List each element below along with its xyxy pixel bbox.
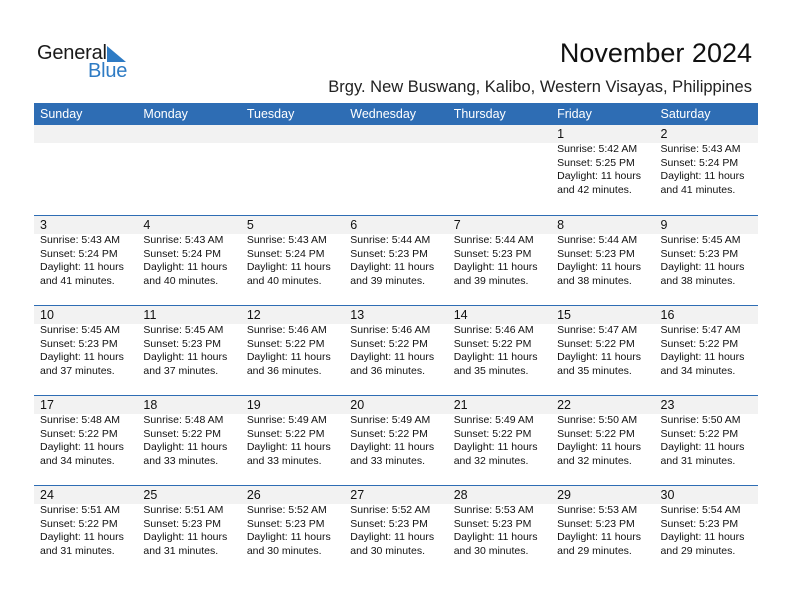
daylight-text: Daylight: 11 hours xyxy=(143,531,228,544)
day-cell xyxy=(551,125,654,197)
sunset-text: Sunset: 5:24 PM xyxy=(143,247,222,260)
weekday-tuesday: Tuesday xyxy=(246,107,295,121)
sunrise-text: Sunrise: 5:48 AM xyxy=(143,414,224,426)
daylight-text: Daylight: 11 hours xyxy=(350,261,435,274)
sunset-text: Sunset: 5:23 PM xyxy=(350,517,428,530)
day-cell xyxy=(241,396,344,468)
day-cell xyxy=(655,216,758,288)
day-cell xyxy=(241,306,344,378)
daylight-text: Daylight: 11 hours xyxy=(660,170,745,183)
day-number xyxy=(454,125,551,143)
daylight-minutes-text: and 41 minutes. xyxy=(660,183,736,196)
day-number: 3 xyxy=(40,218,47,232)
daylight-minutes-text: and 41 minutes. xyxy=(40,274,115,287)
sunset-text: Sunset: 5:24 PM xyxy=(40,247,118,260)
sunset-text: Sunset: 5:22 PM xyxy=(453,337,532,350)
day-number: 4 xyxy=(143,218,151,232)
daylight-text: Daylight: 11 hours xyxy=(660,261,745,274)
sunrise-text: Sunrise: 5:51 AM xyxy=(40,504,120,516)
day-cell xyxy=(448,486,551,558)
daylight-text: Daylight: 11 hours xyxy=(40,351,124,364)
day-cell xyxy=(34,486,137,558)
daylight-minutes-text: and 39 minutes. xyxy=(350,274,425,287)
sunrise-text: Sunrise: 5:46 AM xyxy=(246,324,327,336)
daylight-minutes-text: and 36 minutes. xyxy=(350,364,425,377)
daylight-text: Daylight: 11 hours xyxy=(143,441,228,454)
sunset-text: Sunset: 5:24 PM xyxy=(246,247,325,260)
sunset-text: Sunset: 5:23 PM xyxy=(350,247,428,260)
day-number: 19 xyxy=(246,398,261,412)
weekday-wednesday: Wednesday xyxy=(350,107,417,121)
day-number: 1 xyxy=(557,127,565,141)
week-cells xyxy=(34,396,758,468)
daylight-text: Daylight: 11 hours xyxy=(350,351,435,364)
sunrise-text: Sunrise: 5:48 AM xyxy=(40,414,120,426)
sunset-text: Sunset: 5:23 PM xyxy=(557,517,635,530)
sunrise-text: Sunrise: 5:52 AM xyxy=(350,504,431,516)
day-cell xyxy=(551,216,654,288)
week-row xyxy=(34,305,758,395)
day-cell xyxy=(344,306,447,378)
sunset-text: Sunset: 5:22 PM xyxy=(453,427,532,440)
day-number: 24 xyxy=(40,488,54,502)
daylight-text: Daylight: 11 hours xyxy=(453,531,538,544)
day-number: 23 xyxy=(660,398,675,412)
day-number: 8 xyxy=(557,218,565,232)
day-cell xyxy=(137,486,240,558)
daylight-minutes-text: and 31 minutes. xyxy=(660,454,736,467)
day-number: 6 xyxy=(350,218,358,232)
sunrise-text: Sunrise: 5:42 AM xyxy=(557,143,638,155)
sunset-text: Sunset: 5:22 PM xyxy=(557,337,635,350)
daylight-minutes-text: and 38 minutes. xyxy=(557,274,632,287)
daylight-text: Daylight: 11 hours xyxy=(453,261,538,274)
sunrise-text: Sunrise: 5:43 AM xyxy=(660,143,741,155)
week-cells xyxy=(34,306,758,378)
day-cell xyxy=(448,216,551,288)
day-cell xyxy=(551,306,654,378)
sunset-text: Sunset: 5:23 PM xyxy=(246,517,325,530)
sunset-text: Sunset: 5:22 PM xyxy=(660,337,739,350)
day-number: 10 xyxy=(40,308,54,322)
sunset-text: Sunset: 5:22 PM xyxy=(350,427,428,440)
sunrise-text: Sunrise: 5:53 AM xyxy=(453,504,534,516)
sunrise-text: Sunrise: 5:49 AM xyxy=(246,414,327,426)
daylight-minutes-text: and 39 minutes. xyxy=(453,274,529,287)
daylight-text: Daylight: 11 hours xyxy=(40,261,124,274)
sunrise-text: Sunrise: 5:45 AM xyxy=(40,324,120,336)
day-number xyxy=(247,125,344,143)
daylight-text: Daylight: 11 hours xyxy=(557,441,641,454)
daylight-minutes-text: and 36 minutes. xyxy=(246,364,322,377)
daylight-minutes-text: and 30 minutes. xyxy=(453,544,529,557)
daylight-minutes-text: and 38 minutes. xyxy=(660,274,736,287)
sunrise-text: Sunrise: 5:46 AM xyxy=(453,324,534,336)
daylight-minutes-text: and 29 minutes. xyxy=(557,544,632,557)
sunset-text: Sunset: 5:22 PM xyxy=(350,337,428,350)
sunrise-text: Sunrise: 5:43 AM xyxy=(40,234,120,246)
day-number: 17 xyxy=(40,398,54,412)
weekday-saturday: Saturday xyxy=(660,107,711,121)
daylight-minutes-text: and 33 minutes. xyxy=(246,454,322,467)
sunrise-text: Sunrise: 5:52 AM xyxy=(246,504,327,516)
daylight-text: Daylight: 11 hours xyxy=(557,170,641,183)
sunset-text: Sunset: 5:23 PM xyxy=(557,247,635,260)
daylight-minutes-text: and 31 minutes. xyxy=(143,544,219,557)
day-number xyxy=(350,125,447,143)
logo-word-general: General xyxy=(37,42,107,64)
daylight-minutes-text: and 40 minutes. xyxy=(143,274,219,287)
day-number xyxy=(143,125,240,143)
sunset-text: Sunset: 5:23 PM xyxy=(660,517,739,530)
day-cell xyxy=(241,216,344,288)
daylight-minutes-text: and 33 minutes. xyxy=(143,454,219,467)
week-row xyxy=(34,395,758,485)
sunrise-text: Sunrise: 5:50 AM xyxy=(660,414,741,426)
sunset-text: Sunset: 5:23 PM xyxy=(143,337,222,350)
daylight-minutes-text: and 32 minutes. xyxy=(557,454,632,467)
weeks-container xyxy=(34,125,758,575)
daylight-text: Daylight: 11 hours xyxy=(350,531,435,544)
calendar-grid xyxy=(34,103,758,575)
day-number: 28 xyxy=(453,488,468,502)
daylight-text: Daylight: 11 hours xyxy=(660,441,745,454)
daylight-minutes-text: and 30 minutes. xyxy=(246,544,322,557)
sunset-text: Sunset: 5:22 PM xyxy=(40,427,118,440)
sunset-text: Sunset: 5:22 PM xyxy=(246,337,325,350)
daylight-minutes-text: and 34 minutes. xyxy=(660,364,736,377)
sunset-text: Sunset: 5:23 PM xyxy=(40,337,118,350)
daylight-text: Daylight: 11 hours xyxy=(660,531,745,544)
sunrise-text: Sunrise: 5:49 AM xyxy=(350,414,431,426)
sunset-text: Sunset: 5:22 PM xyxy=(143,427,222,440)
day-cell xyxy=(344,486,447,558)
daylight-minutes-text: and 30 minutes. xyxy=(350,544,425,557)
day-cell xyxy=(137,306,240,378)
sunrise-text: Sunrise: 5:45 AM xyxy=(143,324,224,336)
sunrise-text: Sunrise: 5:44 AM xyxy=(453,234,534,246)
week-row xyxy=(34,485,758,575)
logo-word-blue: Blue xyxy=(88,60,128,82)
day-cell xyxy=(34,125,137,197)
weekday-header xyxy=(34,103,758,125)
weekday-monday: Monday xyxy=(143,107,188,121)
daylight-text: Daylight: 11 hours xyxy=(246,531,331,544)
day-cell xyxy=(34,216,137,288)
daylight-text: Daylight: 11 hours xyxy=(246,261,331,274)
daylight-minutes-text: and 33 minutes. xyxy=(350,454,425,467)
day-number: 7 xyxy=(453,218,461,232)
sunset-text: Sunset: 5:22 PM xyxy=(557,427,635,440)
week-row xyxy=(34,125,758,215)
day-cell xyxy=(241,125,344,197)
sunset-text: Sunset: 5:22 PM xyxy=(40,517,118,530)
day-number: 18 xyxy=(143,398,158,412)
location-subtitle: Brgy. New Buswang, Kalibo, Western Visayas, Philippines xyxy=(328,78,752,96)
week-cells xyxy=(34,125,758,197)
daylight-minutes-text: and 35 minutes. xyxy=(557,364,632,377)
daylight-minutes-text: and 32 minutes. xyxy=(453,454,529,467)
daylight-text: Daylight: 11 hours xyxy=(557,261,641,274)
week-row xyxy=(34,215,758,305)
day-cell xyxy=(137,125,240,197)
week-cells xyxy=(34,216,758,288)
sunrise-text: Sunrise: 5:49 AM xyxy=(453,414,534,426)
daylight-text: Daylight: 11 hours xyxy=(453,441,538,454)
day-number: 11 xyxy=(143,308,157,322)
page-title: November 2024 xyxy=(559,38,752,68)
day-cell xyxy=(448,125,551,197)
sunset-text: Sunset: 5:23 PM xyxy=(143,517,222,530)
day-number: 13 xyxy=(350,308,365,322)
day-cell xyxy=(551,396,654,468)
sunset-text: Sunset: 5:23 PM xyxy=(453,517,532,530)
day-cell xyxy=(241,486,344,558)
daylight-minutes-text: and 42 minutes. xyxy=(557,183,632,196)
day-cell xyxy=(448,396,551,468)
day-number: 2 xyxy=(660,127,668,141)
sunset-text: Sunset: 5:23 PM xyxy=(660,247,739,260)
day-number: 30 xyxy=(660,488,675,502)
day-number: 21 xyxy=(453,398,468,412)
daylight-minutes-text: and 35 minutes. xyxy=(453,364,529,377)
sunset-text: Sunset: 5:22 PM xyxy=(660,427,739,440)
day-number xyxy=(40,125,137,143)
daylight-minutes-text: and 34 minutes. xyxy=(40,454,115,467)
daylight-text: Daylight: 11 hours xyxy=(143,261,228,274)
daylight-text: Daylight: 11 hours xyxy=(143,351,228,364)
day-number: 20 xyxy=(350,398,365,412)
day-number: 16 xyxy=(660,308,675,322)
day-cell xyxy=(137,396,240,468)
daylight-text: Daylight: 11 hours xyxy=(557,351,641,364)
daylight-text: Daylight: 11 hours xyxy=(453,351,538,364)
sunset-text: Sunset: 5:25 PM xyxy=(557,156,635,169)
daylight-minutes-text: and 37 minutes. xyxy=(143,364,219,377)
sunrise-text: Sunrise: 5:51 AM xyxy=(143,504,224,516)
day-number: 27 xyxy=(350,488,365,502)
sunrise-text: Sunrise: 5:46 AM xyxy=(350,324,431,336)
weekday-friday: Friday xyxy=(557,107,592,121)
daylight-minutes-text: and 31 minutes. xyxy=(40,544,115,557)
day-cell xyxy=(551,486,654,558)
day-number: 5 xyxy=(246,218,254,232)
sunrise-text: Sunrise: 5:50 AM xyxy=(557,414,638,426)
daylight-minutes-text: and 29 minutes. xyxy=(660,544,736,557)
daylight-text: Daylight: 11 hours xyxy=(350,441,435,454)
day-cell xyxy=(655,486,758,558)
daylight-text: Daylight: 11 hours xyxy=(246,351,331,364)
day-number: 12 xyxy=(246,308,261,322)
day-number: 25 xyxy=(143,488,158,502)
weekday-thursday: Thursday xyxy=(453,107,506,121)
day-cell xyxy=(655,125,758,197)
day-cell xyxy=(34,306,137,378)
daylight-text: Daylight: 11 hours xyxy=(40,531,124,544)
day-number: 29 xyxy=(557,488,572,502)
daylight-minutes-text: and 37 minutes. xyxy=(40,364,115,377)
sunrise-text: Sunrise: 5:53 AM xyxy=(557,504,638,516)
weekday-sunday: Sunday xyxy=(40,107,83,121)
day-cell xyxy=(137,216,240,288)
day-cell xyxy=(655,306,758,378)
day-cell xyxy=(344,216,447,288)
daylight-text: Daylight: 11 hours xyxy=(246,441,331,454)
daylight-text: Daylight: 11 hours xyxy=(660,351,745,364)
day-cell xyxy=(655,396,758,468)
day-number: 22 xyxy=(557,398,572,412)
sunrise-text: Sunrise: 5:45 AM xyxy=(660,234,741,246)
week-cells xyxy=(34,486,758,558)
day-number: 9 xyxy=(660,218,668,232)
sunrise-text: Sunrise: 5:54 AM xyxy=(660,504,741,516)
sunrise-text: Sunrise: 5:43 AM xyxy=(246,234,327,246)
day-cell xyxy=(344,396,447,468)
sunset-text: Sunset: 5:24 PM xyxy=(660,156,739,169)
day-cell xyxy=(448,306,551,378)
daylight-minutes-text: and 40 minutes. xyxy=(246,274,322,287)
sunrise-text: Sunrise: 5:43 AM xyxy=(143,234,224,246)
sunrise-text: Sunrise: 5:47 AM xyxy=(557,324,638,336)
daylight-text: Daylight: 11 hours xyxy=(40,441,124,454)
day-number: 14 xyxy=(453,308,468,322)
sunset-text: Sunset: 5:22 PM xyxy=(246,427,325,440)
day-cell xyxy=(344,125,447,197)
day-cell xyxy=(34,396,137,468)
daylight-text: Daylight: 11 hours xyxy=(557,531,641,544)
sunrise-text: Sunrise: 5:44 AM xyxy=(350,234,431,246)
day-number: 15 xyxy=(557,308,572,322)
sunrise-text: Sunrise: 5:44 AM xyxy=(557,234,638,246)
logo xyxy=(37,42,137,82)
sunset-text: Sunset: 5:23 PM xyxy=(453,247,532,260)
sunrise-text: Sunrise: 5:47 AM xyxy=(660,324,741,336)
day-number: 26 xyxy=(246,488,261,502)
